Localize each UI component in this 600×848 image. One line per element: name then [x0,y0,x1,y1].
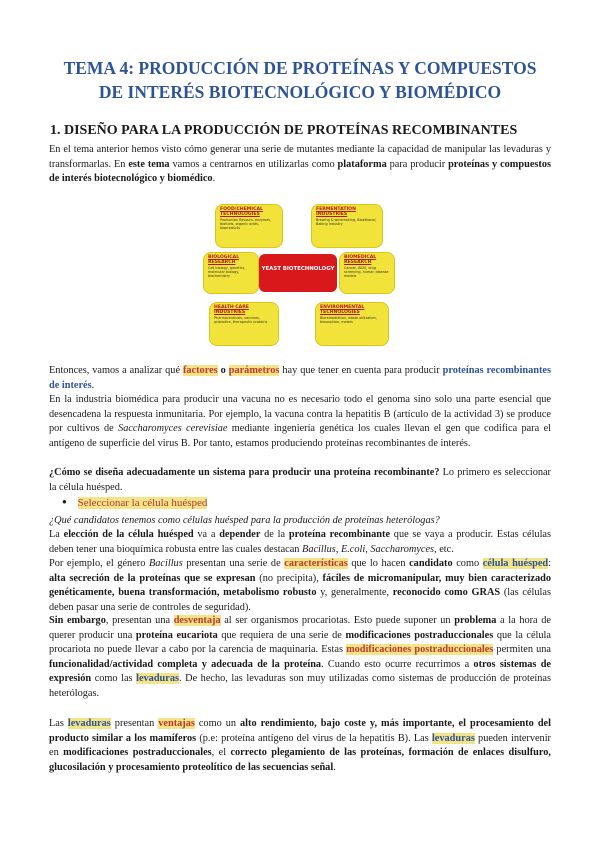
text-span: y, generalmente, [316,587,393,599]
diagram-box-text: Pharmaceuticals, vaccines, probiotics, therapeutic proteins [214,316,268,325]
bold-span: fáciles de micromanipular, muy bien caracterizado genéticamente, buena transformación, metabolismo robusto [49,572,551,599]
diagram-box-text: Cancer, AIDS, drug screening, human disease models [344,266,389,279]
text-span: hay que tener en cuenta para producir [279,365,443,376]
text-span: Lo primero es seleccionar la célula huésped. [49,467,551,493]
text-span: para producir [386,158,449,170]
text-span: al ser organismos procariotas. Esto puede suponer un [220,615,455,626]
diagram-center: YEAST BIOTECHNOLOGY [259,254,337,292]
title-line-2: DE INTERÉS BIOTECNOLÓGICO Y BIOMÉDICO [98,82,502,102]
highlight-span: características [284,558,348,569]
disadvantage-paragraph [49,614,551,702]
text-span: Entonces, vamos a analizar qué [49,365,183,376]
text-span: permiten una [493,644,551,656]
text-span: que se vaya a producir. Estas células deben tener una bioquímica robusta entre las cuales destacan [49,529,552,555]
text-span: En el tema anterior hemos visto cómo generar una serie de mutantes mediante la capacidad de manipular las levaduras y transformarlas. En [49,144,551,170]
text-span: a la hora de querer producir una [49,615,551,641]
bold-span: alto rendimiento, bajo coste y, más importante, el procesamiento del producto similar a los mamíferos [49,718,551,744]
text-span: . [333,761,336,773]
blue-highlight-span: levaduras [431,732,475,744]
diagram-box-text: Cell biology, genetics, molecular biology, biochemistry [208,266,246,279]
bullet-label: Seleccionar la célula huésped [77,497,208,509]
text-span: que la célula procariota no puede llevar a cabo por la carencia de maquinaria. Estas [49,629,551,656]
vaccine-paragraph [49,393,551,451]
text-span: va a [193,529,220,540]
highlight-span: desventaja [173,615,221,626]
diagram-box-food [215,204,283,248]
italic-span: Bacillus [302,543,336,555]
diagram-box-text: Production flavours, enzymes, biofuels, organic acids, bioproducts [220,218,272,231]
diagram-box-title: HEALTH CARE INDUSTRIES [214,305,249,316]
candidates-question: ¿Qué candidatos tenemos como células huésped para la producción de proteínas heterólogas? [49,515,440,526]
bold-span: ¿Cómo se diseña adecuadamente un sistema para producir una proteína recombinante? [49,467,440,478]
bacillus-paragraph [49,557,551,615]
text-span: presentan [110,718,159,729]
section-heading: 1. DISEÑO PARA LA PRODUCCIÓN DE PROTEÍNAS RECOMBINANTES [50,123,518,138]
highlight-span: factores [182,365,218,376]
text-span: , presentan una [105,615,174,626]
host-choice-paragraph [49,528,551,557]
diagram-box-biomedical [339,252,395,294]
text-span: , el [211,747,231,759]
bold-span: otros sistemas de expresión [49,658,552,685]
diagram-box-fermentation [311,204,383,248]
intro-paragraph [49,143,551,187]
text-span: . De hecho, las levaduras son muy utilizadas como sistemas de producción de proteínas heterólogas. [49,673,551,699]
bold-span: funcionalidad/actividad completa y adecuada de la proteína [49,658,322,670]
diagram-box-text: Bioremediation, waste utilization, biosorption, metals [320,316,377,325]
page-title [40,56,560,104]
bullet-item [62,497,207,509]
text-span: pueden intervenir en [49,732,551,759]
bold-span: candidato [409,558,453,569]
diagram-box-title: ENVIRONMENTAL TECHNOLOGIES [320,305,365,316]
blue-highlight-span: célula huésped [482,558,549,569]
diagram-box-biological [203,252,259,294]
text-span: mediante ingeniería genética los cuales llevan el gen que codifica para el antígeno de superficie del virus B. Por tanto, estamos produciendo proteínas recombinantes de interés. [49,423,551,449]
blue-highlight-span: levaduras [136,673,180,685]
text-span: . [91,379,95,391]
diagram-box-title: FOOD/CHEMICAL TECHNOLOGIES [220,207,263,218]
italic-span: Bacillus [148,558,183,569]
diagram-box-text: Brewing & winemaking, Bioethanol, Baking industry [316,218,377,227]
bold-span: modificaciones postraduccionales [63,747,212,759]
diagram-box-title: BIOLOGICAL RESEARCH [208,255,240,266]
highlight-span: ventajas [158,718,195,729]
text-span: (no precipita), [255,572,323,584]
text-span: , [335,543,341,555]
text-span: Por ejemplo, el género [49,558,149,569]
bold-span: plataforma [337,158,387,170]
text-span: , etc. [434,543,454,555]
text-span: que requiera de una serie de [217,629,346,641]
bold-span: alta secreción de la proteínas que se expresan [49,572,256,584]
text-span: que lo hacen [347,558,410,569]
italic-span: Saccharomyces cerevisiae [118,423,228,435]
yeast-advantages-paragraph [49,717,551,775]
bold-span: este tema [128,158,170,170]
question-paragraph [49,466,551,495]
bold-span: proteínas y compuestos de interés biotecnológico y biomédico [49,158,551,185]
text-span: . [212,173,216,185]
bold-span: Sin embargo [49,615,106,626]
yeast-biotechnology-diagram [203,198,393,348]
diagram-box-title: FERMENTATION INDUSTRIES [316,207,356,218]
bold-span: proteína eucariota [135,629,218,641]
text-span: (las células deben pasar una serie de controles de seguridad). [49,587,551,613]
diagram-box-health [209,302,279,346]
highlight-span: parámetros [228,365,280,376]
text-span: : [548,558,552,569]
bold-span: modificaciones postraduccionales [345,629,494,641]
factors-paragraph [49,364,551,393]
text-span: como un [194,718,241,729]
bold-span: correcto plegamiento de las proteínas, formación de enlaces disulfuro, glucosilación y procesamiento proteolítico de las secuencias señal [49,747,551,773]
text-span: . Cuando esto ocurre recurrimos a [321,658,474,670]
blue-span: proteínas recombinantes de interés [49,365,551,391]
bold-span: reconocido como GRAS [392,587,501,599]
text-span: presentan una serie de [182,558,285,569]
diagram-box-title: BIOMEDICAL RESEARCH [344,255,377,266]
text-span: La [49,529,64,540]
text-span: Las [49,718,68,729]
italic-span: E.coli [340,543,366,555]
bold-span: problema [454,615,497,626]
highlight-span: modificaciones postraduccionales [346,644,494,656]
text-span: vamos a centrarnos en utilizarlas como [169,158,338,170]
bold-span: o [217,365,229,376]
text-span: de la [260,529,289,540]
text-span: (p.e: proteína antígeno del virus de la hepatitis B). Las [196,732,432,744]
text-span: , [365,543,371,555]
bullet-icon: ● [62,497,67,506]
text-span: como las [91,673,137,685]
text-span: En la industria biomédica para producir una vacuna no es necesario todo el genoma sino solo una parte esencial que desencadena la respuesta inmunitaria. Por ejemplo, la vacuna contra la hepatitis B (artículo de la actividad 3) se produce por cultivos de [49,394,551,435]
diagram-box-environmental [315,302,389,346]
bold-span: depender [219,529,261,540]
title-line-1: TEMA 4: PRODUCCIÓN DE PROTEÍNAS Y COMPUESTOS [63,58,537,78]
italic-span: Saccharomyces [370,543,435,555]
bold-span: proteína recombinante [288,529,391,540]
text-span: como [452,558,483,569]
bold-span: elección de la célula huésped [63,529,194,540]
blue-highlight-span: levaduras [67,718,111,729]
